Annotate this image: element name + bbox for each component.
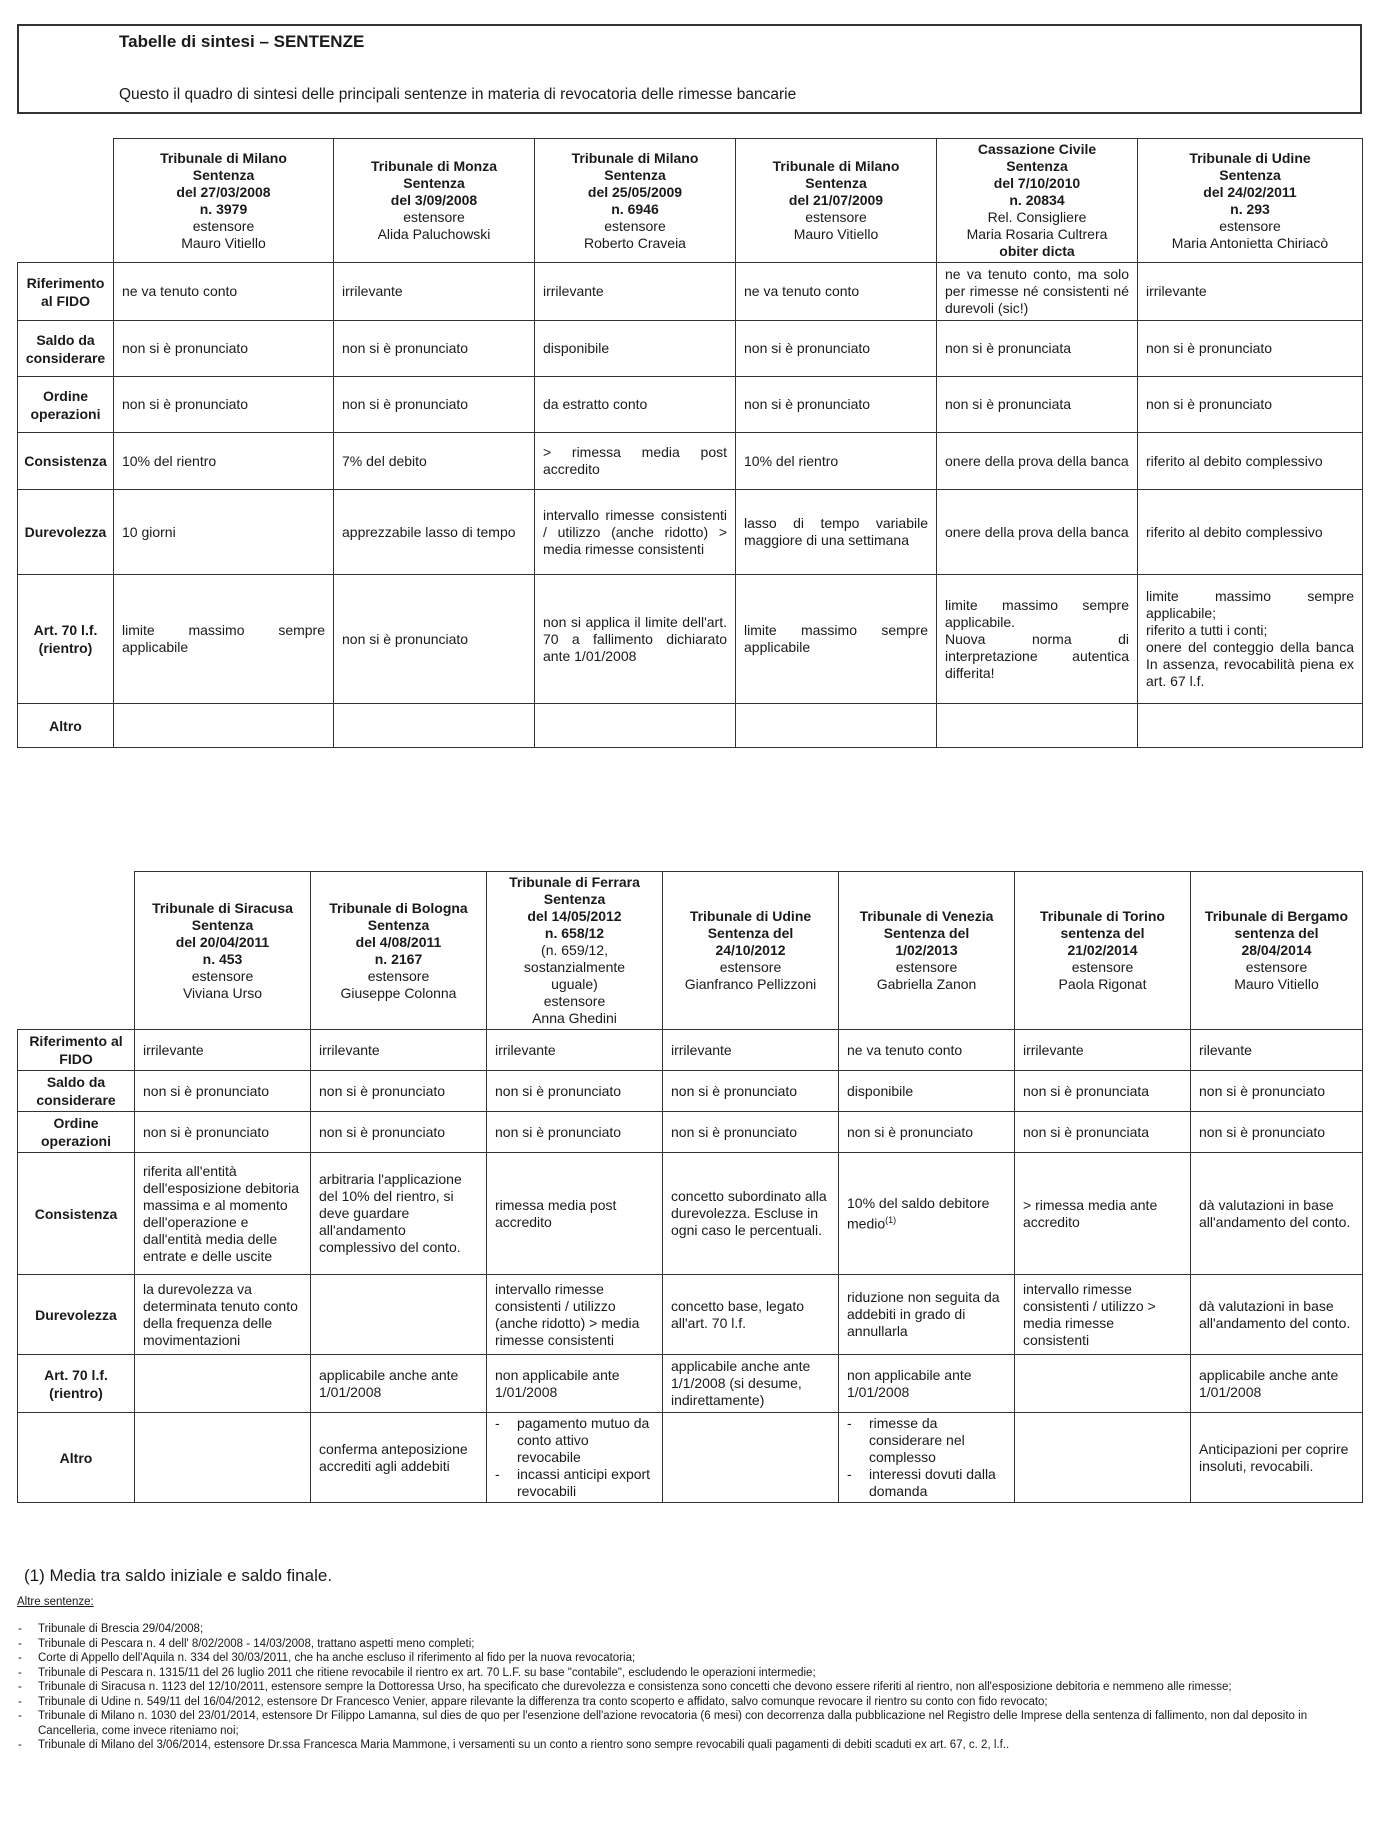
table-cell: non si è pronunciato (663, 1071, 839, 1112)
table-cell: ne va tenuto conto (114, 263, 334, 321)
table-cell: non si è pronunciato (736, 321, 937, 377)
court-header-line: Tribunale di Milano (571, 149, 699, 166)
table-cell: 10% del rientro (114, 433, 334, 490)
court-header-cell (1191, 872, 1363, 1030)
table-cell (334, 704, 535, 748)
court-header-line: sentenza del (1060, 925, 1145, 941)
court-header-line: Sentenza (367, 916, 430, 933)
table-cell (839, 1413, 1015, 1503)
table-cell: Anticipazioni per coprire insoluti, revocabili. (1191, 1413, 1363, 1503)
row-label: Saldo da considerare (18, 1071, 135, 1112)
footnote-mark: (1) (885, 1214, 897, 1225)
court-header-line: estensore (1071, 959, 1134, 975)
court-header-line: Mauro Vitiello (181, 234, 266, 251)
court-header-line: estensore (895, 959, 958, 975)
row-label: Durevolezza (18, 490, 114, 575)
court-header-line: Cassazione Civile (977, 141, 1097, 157)
table-cell (135, 1413, 311, 1503)
court-header-line: Sentenza (604, 166, 666, 183)
table-row (18, 1112, 1363, 1153)
table-cell: non si è pronunciato (334, 321, 535, 377)
other-sentence-item: - Tribunale di Milano n. 1030 del 23/01/2014, estensore Dr Filippo Lamanna, sul dies de quo per l'esenzione dell'azione revocatoria (6 mesi) con decorrenza dalla pubblicazione nel Registro delle Imprese della sentenza di fallimento, non dal deposito in Cancelleria, come invece riteniamo noi; (38, 1709, 1353, 1738)
table-cell (937, 704, 1138, 748)
court-header-line: n. 2167 (374, 950, 423, 967)
table-cell: conferma anteposizione accrediti agli addebiti (311, 1413, 487, 1503)
table-cell: riduzione non seguita da addebiti in grado di annullarla (839, 1275, 1015, 1355)
table-cell: intervallo rimesse consistenti / utilizzo (anche ridotto) > media rimesse consistenti (487, 1275, 663, 1355)
row-label: Consistenza (18, 1153, 135, 1275)
table-cell (937, 575, 1138, 704)
table-cell: non si è pronunciata (1015, 1071, 1191, 1112)
row-label: Altro (18, 704, 114, 748)
table-row (18, 704, 1363, 748)
corner-cell (18, 872, 135, 1030)
table-cell: intervallo rimesse consistenti / utilizzo > media rimesse consistenti (1015, 1275, 1191, 1355)
court-header-line: del 20/04/2011 (175, 933, 270, 950)
court-header-line: Mauro Vitiello (793, 226, 879, 242)
table-cell: non si è pronunciato (736, 377, 937, 433)
court-header-line: Tribunale di Venezia (859, 908, 994, 924)
court-header-cell (334, 139, 535, 263)
cell-text-line: Nuova norma di interpretazione autentica differita! (945, 630, 1129, 681)
sentences-table-1 (17, 138, 1363, 748)
table-cell: intervallo rimesse consistenti / utilizzo (anche ridotto) > media rimesse consistenti (535, 490, 736, 575)
other-sentences-title: Altre sentenze: (17, 1596, 94, 1608)
court-header-line: estensore (604, 217, 666, 234)
table-cell: non applicabile ante 1/01/2008 (487, 1355, 663, 1413)
page-subtitle: Questo il quadro di sintesi delle principali sentenze in materia di revocatoria delle rimesse bancarie (119, 86, 797, 103)
table-cell: riferito al debito complessivo (1138, 433, 1363, 490)
table-cell: non applicabile ante 1/01/2008 (839, 1355, 1015, 1413)
table-cell: non si è pronunciato (311, 1112, 487, 1153)
table-cell (535, 704, 736, 748)
table-cell: disponibile (839, 1071, 1015, 1112)
table-cell: concetto base, legato all'art. 70 l.f. (663, 1275, 839, 1355)
altro-list (495, 1415, 654, 1500)
court-header-line: Sentenza (1219, 166, 1281, 183)
table-cell: ne va tenuto conto (839, 1030, 1015, 1071)
court-header-line: Tribunale di Udine (689, 908, 812, 924)
table-cell: irrilevante (334, 263, 535, 321)
table-cell: irrilevante (663, 1030, 839, 1071)
court-header-line: Tribunale di Milano (160, 149, 287, 166)
table-cell: limite massimo sempre applicabile (114, 575, 334, 704)
row-label: Ordine operazioni (18, 377, 114, 433)
table-cell (663, 1413, 839, 1503)
table-row (18, 433, 1363, 490)
table-cell: non si è pronunciato (334, 575, 535, 704)
header-row (18, 872, 1363, 1030)
table-cell: dà valutazioni in base all'andamento del conto. (1191, 1275, 1363, 1355)
table-cell: non si è pronunciata (937, 377, 1138, 433)
row-label: Ordine operazioni (18, 1112, 135, 1153)
table-cell: arbitraria l'applicazione del 10% del rientro, si deve guardare all'andamento complessivo del conto. (311, 1153, 487, 1275)
table-cell (1015, 1355, 1191, 1413)
table-cell: apprezzabile lasso di tempo (334, 490, 535, 575)
table-cell: 10 giorni (114, 490, 334, 575)
table-cell (135, 1355, 311, 1413)
row-label: Durevolezza (18, 1275, 135, 1355)
table-cell: irrilevante (311, 1030, 487, 1071)
table-row (18, 575, 1363, 704)
table-cell: irrilevante (535, 263, 736, 321)
court-header-line: Paola Rigonat (1058, 976, 1147, 992)
table-cell: non si applica il limite dell'art. 70 a fallimento dichiarato ante 1/01/2008 (535, 575, 736, 704)
other-sentences-list (38, 1622, 1353, 1753)
court-header-line: estensore (543, 993, 606, 1009)
table-cell: non si è pronunciato (1138, 377, 1363, 433)
row-label: Saldo da considerare (18, 321, 114, 377)
court-header-line: 28/04/2014 (1241, 942, 1312, 958)
table-cell: > rimessa media post accredito (535, 433, 736, 490)
court-header-line: Maria Rosaria Cultrera (966, 226, 1108, 242)
table-cell: lasso di tempo variabile maggiore di una settimana (736, 490, 937, 575)
row-label: Consistenza (18, 433, 114, 490)
court-header-line: 1/02/2013 (895, 942, 958, 958)
table-cell: riferito al debito complessivo (1138, 490, 1363, 575)
court-header-cell (311, 872, 487, 1030)
table-cell: non si è pronunciato (311, 1071, 487, 1112)
court-header-line: estensore (1245, 959, 1308, 975)
table-cell: applicabile anche ante 1/1/2008 (si desume, indirettamente) (663, 1355, 839, 1413)
altro-list (847, 1415, 1006, 1500)
row-label: Art. 70 l.f. (rientro) (18, 575, 114, 704)
table-cell: irrilevante (1138, 263, 1363, 321)
row-label: Art. 70 l.f. (rientro) (18, 1355, 135, 1413)
table-cell: ne va tenuto conto (736, 263, 937, 321)
sentences-table-2 (17, 871, 1363, 1503)
court-header-line: n. 3979 (199, 200, 248, 217)
table-cell: non si è pronunciato (135, 1071, 311, 1112)
court-header-line: Rel. Consigliere (987, 209, 1087, 225)
altro-list-item: - rimesse da considerare nel complesso (847, 1415, 1006, 1466)
corner-cell (18, 139, 114, 263)
court-header-line: Sentenza del (707, 925, 794, 941)
table-cell: non si è pronunciato (1191, 1071, 1363, 1112)
other-sentence-item: - Tribunale di Brescia 29/04/2008; (38, 1622, 1353, 1637)
table-row (18, 1071, 1363, 1112)
table-row (18, 490, 1363, 575)
court-header-line: n. 20834 (1009, 192, 1065, 208)
court-header-line: Sentenza (192, 166, 255, 183)
court-header-line: del 25/05/2009 (587, 183, 683, 200)
court-header-line: estensore (367, 967, 430, 984)
table-cell: non si è pronunciata (937, 321, 1138, 377)
table-cell (1015, 1413, 1191, 1503)
court-header-line: del 7/10/2010 (993, 175, 1081, 191)
court-header-line: Gianfranco Pellizzoni (684, 976, 817, 992)
table-cell: rimessa media post accredito (487, 1153, 663, 1275)
court-header-cell (736, 139, 937, 263)
table-cell: onere della prova della banca (937, 433, 1138, 490)
court-header-line: Tribunale di Bergamo (1204, 908, 1349, 924)
table-cell: non si è pronunciato (487, 1112, 663, 1153)
court-header-cell (839, 872, 1015, 1030)
cell-text-line: limite massimo sempre applicabile; (1146, 588, 1354, 621)
court-header-line: Tribunale di Udine (1189, 149, 1311, 166)
table-row (18, 1030, 1363, 1071)
footnote-1: (1) Media tra saldo iniziale e saldo finale. (24, 1566, 333, 1585)
court-header-line: del 21/07/2009 (788, 192, 884, 208)
court-header-line: estensore (192, 217, 255, 234)
table-cell: non si è pronunciato (334, 377, 535, 433)
altro-list-item: - pagamento mutuo da conto attivo revocabile (495, 1415, 654, 1466)
table-row (18, 1413, 1363, 1503)
court-header-line: n. 293 (1230, 200, 1270, 217)
court-header-cell (114, 139, 334, 263)
altro-list-item: - incassi anticipi export revocabili (495, 1466, 654, 1500)
court-header-line: estensore (1219, 217, 1281, 234)
table-cell: irrilevante (135, 1030, 311, 1071)
court-header-line: n. 658/12 (544, 925, 605, 941)
table-cell: rilevante (1191, 1030, 1363, 1071)
table-cell (114, 704, 334, 748)
table-cell: da estratto conto (535, 377, 736, 433)
court-header-cell (1138, 139, 1363, 263)
court-header-line: Anna Ghedini (532, 1010, 617, 1026)
court-header-line: n. 453 (202, 950, 243, 967)
court-header-line: (n. 659/12, (541, 942, 608, 958)
court-header-cell (135, 872, 311, 1030)
court-header-line: 24/10/2012 (715, 942, 786, 958)
court-header-line: del 14/05/2012 (527, 908, 622, 924)
row-label: Riferimento al FIDO (18, 263, 114, 321)
table-cell: irrilevante (487, 1030, 663, 1071)
other-sentence-item: - Corte di Appello dell'Aquila n. 334 del 30/03/2011, che ha anche escluso il riferimento al fido per la nuova revocatoria; (38, 1651, 1353, 1666)
court-header-cell (663, 872, 839, 1030)
court-header-line: n. 6946 (611, 200, 659, 217)
court-header-line: Alida Paluchowski (377, 226, 491, 242)
table-cell: disponibile (535, 321, 736, 377)
table-cell: 7% del debito (334, 433, 535, 490)
table-row (18, 1153, 1363, 1275)
cell-text-line: onere del conteggio della banca In assenza, revocabilità piena ex art. 67 l.f. (1146, 639, 1354, 689)
other-sentence-item: - Tribunale di Pescara n. 4 dell' 8/02/2008 - 14/03/2008, trattano aspetti meno completi; (38, 1637, 1353, 1652)
court-header-line: Tribunale di Bologna (329, 899, 468, 916)
court-header-line: estensore (191, 967, 254, 984)
table-row (18, 377, 1363, 433)
table-cell: onere della prova della banca (937, 490, 1138, 575)
court-header-cell (937, 139, 1138, 263)
table-cell: dà valutazioni in base all'andamento del conto. (1191, 1153, 1363, 1275)
table-cell (839, 1153, 1015, 1275)
table-cell: applicabile anche ante 1/01/2008 (311, 1355, 487, 1413)
header-row (18, 139, 1363, 263)
court-header-line: Sentenza (403, 175, 465, 191)
court-header-line: sostanzialmente (523, 959, 626, 975)
table-cell: irrilevante (1015, 1030, 1191, 1071)
table-cell (736, 704, 937, 748)
court-header-line: Sentenza (1006, 158, 1068, 174)
court-header-line: Roberto Craveia (584, 234, 686, 251)
court-header-line: del 4/08/2011 (355, 933, 442, 950)
other-sentence-item: - Tribunale di Udine n. 549/11 del 16/04/2012, estensore Dr Francesco Venier, appare rilevante la differenza tra conto scoperto e affidato, salvo comunque revocare il rientro su conto con fido revocato; (38, 1695, 1353, 1710)
other-sentence-item: - Tribunale di Milano del 3/06/2014, estensore Dr.ssa Francesca Maria Mammone, i versamenti su un conto a rientro sono sempre revocabili quali pagamenti di debiti scaduti ex art. 67, c. 2, l.f.. (38, 1738, 1353, 1753)
table-row (18, 1275, 1363, 1355)
table-cell: > rimessa media ante accredito (1015, 1153, 1191, 1275)
table-row (18, 263, 1363, 321)
table-cell: concetto subordinato alla durevolezza. Escluse in ogni caso le percentuali. (663, 1153, 839, 1275)
summary-header-box (17, 24, 1362, 114)
table-row (18, 1355, 1363, 1413)
table-cell: non si è pronunciato (114, 377, 334, 433)
court-header-line: Viviana Urso (182, 984, 263, 1001)
court-header-line: Tribunale di Milano (772, 158, 900, 174)
court-header-line: del 3/09/2008 (390, 192, 478, 208)
table-cell: non si è pronunciato (1191, 1112, 1363, 1153)
table-cell: riferita all'entità dell'esposizione debitoria massima e al momento dell'operazione e dall'entità media delle entrate e delle uscite (135, 1153, 311, 1275)
court-header-line: 21/02/2014 (1067, 942, 1138, 958)
cell-text-line: limite massimo sempre applicabile. (945, 596, 1129, 630)
court-header-line: Tribunale di Siracusa (152, 899, 293, 916)
court-header-line: Sentenza (191, 916, 254, 933)
table-cell: non si è pronunciato (135, 1112, 311, 1153)
court-header-line: estensore (719, 959, 782, 975)
court-header-line: Tribunale di Torino (1040, 908, 1165, 924)
court-header-line: Sentenza (805, 175, 867, 191)
table-cell (1138, 704, 1363, 748)
court-header-line: obiter dicta (999, 243, 1075, 259)
court-header-line: Sentenza del (883, 925, 970, 941)
court-header-line: del 24/02/2011 (1203, 183, 1297, 200)
table-cell: non si è pronunciato (1138, 321, 1363, 377)
court-header-line: uguale) (551, 976, 598, 992)
cell-text-line: riferito a tutti i conti; (1146, 622, 1268, 638)
table-cell (1138, 575, 1363, 704)
cell-text: 10% del saldo debitore medio (847, 1194, 990, 1232)
row-label: Altro (18, 1413, 135, 1503)
table-row (18, 321, 1363, 377)
court-header-line: Giuseppe Colonna (340, 984, 457, 1001)
court-header-line: Sentenza (543, 891, 606, 907)
altro-list-item: - interessi dovuti dalla domanda (847, 1466, 1006, 1500)
table-cell: non si è pronunciato (487, 1071, 663, 1112)
court-header-line: estensore (805, 209, 867, 225)
court-header-line: Maria Antonietta Chiriacò (1171, 234, 1329, 251)
court-header-line: Gabriella Zanon (876, 976, 977, 992)
table-cell: limite massimo sempre applicabile (736, 575, 937, 704)
table-cell: non si è pronunciato (663, 1112, 839, 1153)
table-cell: ne va tenuto conto, ma solo per rimesse né consistenti né durevoli (sic!) (937, 263, 1138, 321)
table-cell: la durevolezza va determinata tenuto conto della frequenza delle movimentazioni (135, 1275, 311, 1355)
table-cell: non si è pronunciata (1015, 1112, 1191, 1153)
court-header-line: del 27/03/2008 (176, 183, 271, 200)
table-cell: 10% del rientro (736, 433, 937, 490)
table-cell (311, 1275, 487, 1355)
court-header-line: estensore (403, 209, 465, 225)
table-cell: non si è pronunciato (114, 321, 334, 377)
court-header-line: Tribunale di Ferrara (509, 874, 640, 890)
court-header-cell (487, 872, 663, 1030)
court-header-line: Tribunale di Monza (370, 158, 497, 174)
court-header-cell (1015, 872, 1191, 1030)
other-sentence-item: - Tribunale di Siracusa n. 1123 del 12/10/2011, estensore sempre la Dottoressa Urso, ha specificato che durevolezza e consistenza sono concetti che devono essere riferiti al rientro, non all'esposizione debitoria e nemmeno alle rimesse; (38, 1680, 1353, 1695)
table-cell (487, 1413, 663, 1503)
other-sentence-item: - Tribunale di Pescara n. 1315/11 del 26 luglio 2011 che ritiene revocabile il rientro ex art. 70 L.F. su base "contabile", escludendo le operazioni intermedie; (38, 1666, 1353, 1681)
court-header-line: sentenza del (1234, 925, 1319, 941)
table-cell: non si è pronunciato (839, 1112, 1015, 1153)
row-label: Riferimento al FIDO (18, 1030, 135, 1071)
court-header-cell (535, 139, 736, 263)
page-title: Tabelle di sintesi – SENTENZE (119, 32, 365, 51)
court-header-line: Mauro Vitiello (1234, 976, 1319, 992)
table-cell: applicabile anche ante 1/01/2008 (1191, 1355, 1363, 1413)
